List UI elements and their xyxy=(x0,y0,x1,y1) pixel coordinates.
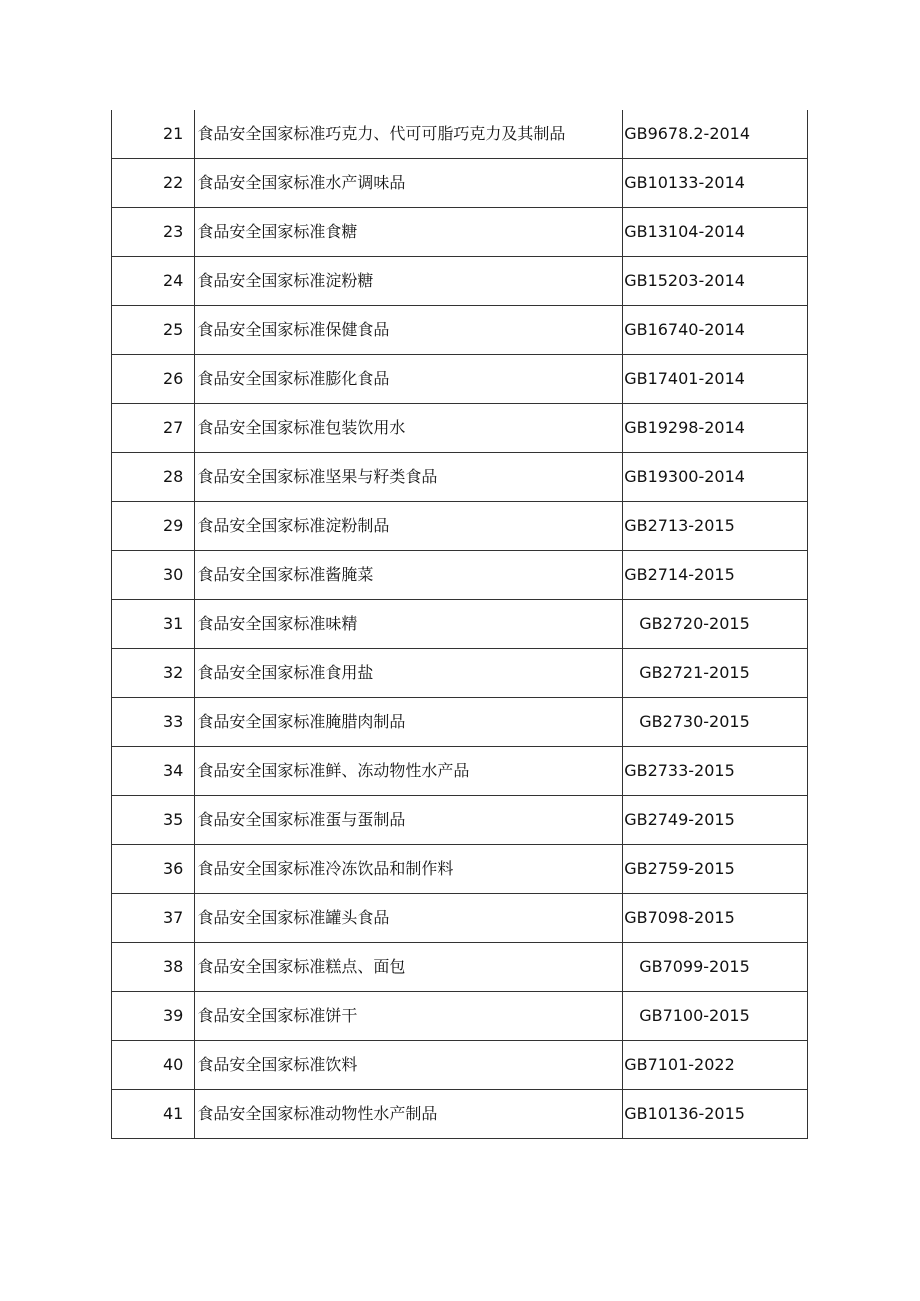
standard-name: 食品安全国家标准淀粉糖 xyxy=(195,257,623,306)
standard-code: GB7100-2015 xyxy=(623,992,808,1041)
standard-name: 食品安全国家标准冷冻饮品和制作料 xyxy=(195,845,623,894)
row-number: 40 xyxy=(112,1041,195,1090)
standard-name: 食品安全国家标准酱腌菜 xyxy=(195,551,623,600)
table-row xyxy=(112,355,808,404)
table-row xyxy=(112,208,808,257)
table-row xyxy=(112,1090,808,1139)
standard-code: GB2759-2015 xyxy=(623,845,808,894)
row-number: 35 xyxy=(112,796,195,845)
standard-code: GB13104-2014 xyxy=(623,208,808,257)
standard-name: 食品安全国家标准饼干 xyxy=(195,992,623,1041)
standard-code: GB7101-2022 xyxy=(623,1041,808,1090)
standard-code: GB9678.2-2014 xyxy=(623,110,808,159)
standard-name: 食品安全国家标准保健食品 xyxy=(195,306,623,355)
row-number: 29 xyxy=(112,502,195,551)
row-number: 30 xyxy=(112,551,195,600)
table-row xyxy=(112,894,808,943)
table-row xyxy=(112,845,808,894)
row-number: 21 xyxy=(112,110,195,159)
standard-name: 食品安全国家标准巧克力、代可可脂巧克力及其制品 xyxy=(195,110,623,159)
row-number: 27 xyxy=(112,404,195,453)
row-number: 36 xyxy=(112,845,195,894)
standard-code: GB16740-2014 xyxy=(623,306,808,355)
table-row xyxy=(112,796,808,845)
standard-code: GB2714-2015 xyxy=(623,551,808,600)
standard-code: GB19298-2014 xyxy=(623,404,808,453)
table-row xyxy=(112,747,808,796)
standard-name: 食品安全国家标准食用盐 xyxy=(195,649,623,698)
row-number: 33 xyxy=(112,698,195,747)
table-row xyxy=(112,159,808,208)
table-row xyxy=(112,1041,808,1090)
standard-name: 食品安全国家标准腌腊肉制品 xyxy=(195,698,623,747)
row-number: 24 xyxy=(112,257,195,306)
table-row xyxy=(112,551,808,600)
standard-name: 食品安全国家标准味精 xyxy=(195,600,623,649)
row-number: 26 xyxy=(112,355,195,404)
standard-code: GB2733-2015 xyxy=(623,747,808,796)
row-number: 34 xyxy=(112,747,195,796)
standard-code: GB2721-2015 xyxy=(623,649,808,698)
standard-code: GB2720-2015 xyxy=(623,600,808,649)
row-number: 28 xyxy=(112,453,195,502)
standard-code: GB7098-2015 xyxy=(623,894,808,943)
standard-code: GB17401-2014 xyxy=(623,355,808,404)
standard-name: 食品安全国家标准膨化食品 xyxy=(195,355,623,404)
table-row xyxy=(112,453,808,502)
table-row xyxy=(112,943,808,992)
row-number: 38 xyxy=(112,943,195,992)
row-number: 22 xyxy=(112,159,195,208)
table-row xyxy=(112,992,808,1041)
standard-name: 食品安全国家标准坚果与籽类食品 xyxy=(195,453,623,502)
row-number: 23 xyxy=(112,208,195,257)
table-row xyxy=(112,257,808,306)
standard-name: 食品安全国家标准糕点、面包 xyxy=(195,943,623,992)
standard-name: 食品安全国家标准蛋与蛋制品 xyxy=(195,796,623,845)
table-row xyxy=(112,698,808,747)
row-number: 31 xyxy=(112,600,195,649)
standard-code: GB2713-2015 xyxy=(623,502,808,551)
row-number: 41 xyxy=(112,1090,195,1139)
table-row xyxy=(112,306,808,355)
standard-name: 食品安全国家标准水产调味品 xyxy=(195,159,623,208)
standard-code: GB10133-2014 xyxy=(623,159,808,208)
standard-name: 食品安全国家标准淀粉制品 xyxy=(195,502,623,551)
table-row xyxy=(112,502,808,551)
standards-table xyxy=(111,110,808,1139)
row-number: 37 xyxy=(112,894,195,943)
standard-code: GB19300-2014 xyxy=(623,453,808,502)
standard-code: GB7099-2015 xyxy=(623,943,808,992)
standard-name: 食品安全国家标准罐头食品 xyxy=(195,894,623,943)
table-row xyxy=(112,110,808,159)
table-row xyxy=(112,600,808,649)
standard-code: GB15203-2014 xyxy=(623,257,808,306)
standard-code: GB2730-2015 xyxy=(623,698,808,747)
standard-name: 食品安全国家标准鲜、冻动物性水产品 xyxy=(195,747,623,796)
standard-code: GB10136-2015 xyxy=(623,1090,808,1139)
row-number: 25 xyxy=(112,306,195,355)
table-row xyxy=(112,649,808,698)
standard-code: GB2749-2015 xyxy=(623,796,808,845)
standard-name: 食品安全国家标准饮料 xyxy=(195,1041,623,1090)
row-number: 39 xyxy=(112,992,195,1041)
standard-name: 食品安全国家标准包装饮用水 xyxy=(195,404,623,453)
standard-name: 食品安全国家标准动物性水产制品 xyxy=(195,1090,623,1139)
row-number: 32 xyxy=(112,649,195,698)
table-row xyxy=(112,404,808,453)
standard-name: 食品安全国家标准食糖 xyxy=(195,208,623,257)
